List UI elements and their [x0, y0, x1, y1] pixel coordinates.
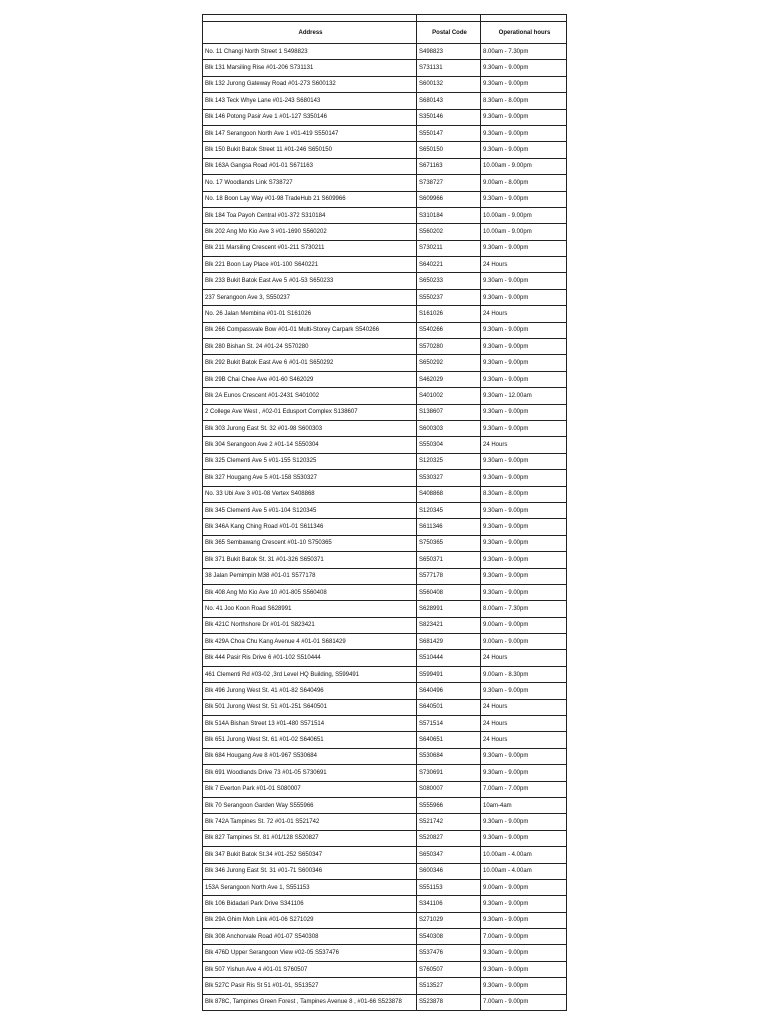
address-cell: Blk 147 Serangoon North Ave 1 #01-419 S550147 [203, 125, 417, 141]
postal-code-cell: S750365 [417, 535, 481, 551]
postal-code-cell: S341106 [417, 896, 481, 912]
table-row [203, 945, 567, 961]
table-row [203, 896, 567, 912]
table-row [203, 994, 567, 1010]
hours-cell: 24 Hours [481, 699, 567, 715]
address-cell: Blk 347 Bukit Batok St.34 #01-252 S650347 [203, 847, 417, 863]
address-cell: Blk 163A Gangsa Road #01-01 S671163 [203, 158, 417, 174]
postal-code-cell: S350146 [417, 109, 481, 125]
address-cell: Blk 131 Marsiling Rise #01-206 S731131 [203, 60, 417, 76]
blank-cell [481, 15, 567, 22]
address-cell: Blk 684 Hougang Ave 8 #01-967 S530684 [203, 748, 417, 764]
address-cell: No. 33 Ubi Ave 3 #01-08 Vertex S408868 [203, 486, 417, 502]
postal-code-cell: S650347 [417, 847, 481, 863]
postal-code-cell: S570280 [417, 339, 481, 355]
hours-cell: 9.30am - 9.00pm [481, 502, 567, 518]
table-row [203, 929, 567, 945]
address-cell: Blk 266 Compassvale Bow #01-01 Multi-Storey Carpark S540266 [203, 322, 417, 338]
table-row [203, 470, 567, 486]
hours-cell: 9.30am - 9.00pm [481, 765, 567, 781]
table-row [203, 60, 567, 76]
hours-cell: 24 Hours [481, 257, 567, 273]
table-row [203, 699, 567, 715]
postal-code-cell: S681429 [417, 634, 481, 650]
address-cell: Blk 202 Ang Mo Kio Ave 3 #01-1690 S560202 [203, 224, 417, 240]
postal-code-cell: S523878 [417, 994, 481, 1010]
postal-code-cell: S540308 [417, 929, 481, 945]
address-cell: Blk 346A Kang Ching Road #01-01 S611346 [203, 519, 417, 535]
header-operational-hours: Operational hours [481, 22, 567, 44]
address-cell: Blk 211 Marsiling Crescent #01-211 S730211 [203, 240, 417, 256]
table-row [203, 44, 567, 60]
postal-code-cell: S551153 [417, 879, 481, 895]
address-cell: Blk 507 Yishun Ave 4 #01-01 S760507 [203, 961, 417, 977]
table-row [203, 191, 567, 207]
table-row [203, 109, 567, 125]
address-cell: Blk 2A Eunos Crescent #01-2431 S401002 [203, 388, 417, 404]
postal-code-cell: S408868 [417, 486, 481, 502]
header-row [203, 22, 567, 44]
address-cell: Blk 150 Bukit Batok Street 11 #01-246 S650150 [203, 142, 417, 158]
table-row [203, 535, 567, 551]
hours-cell: 24 Hours [481, 437, 567, 453]
hours-cell: 8.30am - 8.00pm [481, 93, 567, 109]
address-cell: Blk 308 Anchorvale Road #01-07 S540308 [203, 929, 417, 945]
address-cell: No. 18 Boon Lay Way #01-98 TradeHub 21 S609966 [203, 191, 417, 207]
hours-cell: 10.00am - 9.00pm [481, 207, 567, 223]
hours-cell: 7.00am - 7.00pm [481, 781, 567, 797]
hours-cell: 9.30am - 9.00pm [481, 683, 567, 699]
address-cell: 153A Serangoon North Ave 1, S551153 [203, 879, 417, 895]
postal-code-cell: S731131 [417, 60, 481, 76]
address-cell: Blk 184 Toa Payoh Central #01-372 S310184 [203, 207, 417, 223]
address-cell: Blk 691 Woodlands Drive 73 #01-05 S730691 [203, 765, 417, 781]
address-cell: Blk 325 Clementi Ave 5 #01-155 S120325 [203, 453, 417, 469]
postal-code-cell: S599491 [417, 666, 481, 682]
address-cell: Blk 651 Jurong West St. 61 #01-02 S640651 [203, 732, 417, 748]
hours-cell: 9.30am - 9.00pm [481, 404, 567, 420]
address-cell: Blk 501 Jurong West St. 51 #01-251 S640501 [203, 699, 417, 715]
hours-cell: 9.00am - 9.00pm [481, 617, 567, 633]
hours-cell: 9.30am - 9.00pm [481, 552, 567, 568]
address-cell: No. 11 Changi North Street 1 S498823 [203, 44, 417, 60]
hours-cell: 9.30am - 9.00pm [481, 568, 567, 584]
blank-cell [203, 15, 417, 22]
hours-cell: 9.30am - 9.00pm [481, 289, 567, 305]
postal-code-cell: S120325 [417, 453, 481, 469]
table-row [203, 863, 567, 879]
hours-cell: 10.00am - 9.00pm [481, 224, 567, 240]
table-row [203, 748, 567, 764]
address-cell: Blk 444 Pasir Ris Drive 6 #01-102 S510444 [203, 650, 417, 666]
postal-code-cell: S640651 [417, 732, 481, 748]
postal-code-cell: S161026 [417, 306, 481, 322]
postal-code-cell: S560202 [417, 224, 481, 240]
address-cell: Blk 421C Northshore Dr #01-01 S823421 [203, 617, 417, 633]
table-row [203, 76, 567, 92]
table-row [203, 240, 567, 256]
table-row [203, 765, 567, 781]
table-row [203, 617, 567, 633]
table-row [203, 568, 567, 584]
postal-code-cell: S730211 [417, 240, 481, 256]
postal-code-cell: S530684 [417, 748, 481, 764]
address-cell: Blk 304 Serangoon Ave 2 #01-14 S550304 [203, 437, 417, 453]
outlet-table [202, 14, 567, 1011]
table-row [203, 306, 567, 322]
hours-cell: 10.00am - 9.00pm [481, 158, 567, 174]
postal-code-cell: S537476 [417, 945, 481, 961]
table-row [203, 453, 567, 469]
hours-cell: 8.00am - 7.30pm [481, 601, 567, 617]
hours-cell: 9.30am - 9.00pm [481, 240, 567, 256]
address-cell: No. 41 Joo Koon Road S628991 [203, 601, 417, 617]
table-row [203, 355, 567, 371]
address-cell: Blk 132 Jurong Gateway Road #01-273 S600132 [203, 76, 417, 92]
address-cell: Blk 408 Ang Mo Kio Ave 10 #01-805 S560408 [203, 584, 417, 600]
hours-cell: 9.30am - 9.00pm [481, 125, 567, 141]
postal-code-cell: S600132 [417, 76, 481, 92]
postal-code-cell: S823421 [417, 617, 481, 633]
address-cell: 38 Jalan Pemimpin M38 #01-01 S577178 [203, 568, 417, 584]
table-row [203, 797, 567, 813]
address-cell: Blk 221 Boon Lay Place #01-100 S640221 [203, 257, 417, 273]
hours-cell: 9.00am - 8.30pm [481, 666, 567, 682]
table-row [203, 420, 567, 436]
address-cell: Blk 327 Hougang Ave 5 #01-158 S530327 [203, 470, 417, 486]
address-cell: Blk 29B Chai Chee Ave #01-60 S462029 [203, 371, 417, 387]
address-cell: Blk 742A Tampines St. 72 #01-01 S521742 [203, 814, 417, 830]
hours-cell: 9.30am - 9.00pm [481, 371, 567, 387]
hours-cell: 9.00am - 9.00pm [481, 634, 567, 650]
postal-code-cell: S310184 [417, 207, 481, 223]
hours-cell: 24 Hours [481, 716, 567, 732]
postal-code-cell: S138607 [417, 404, 481, 420]
hours-cell: 9.30am - 9.00pm [481, 748, 567, 764]
address-cell: 2 College Ave West , #02-01 Edusport Complex S138607 [203, 404, 417, 420]
table-row [203, 961, 567, 977]
postal-code-cell: S560408 [417, 584, 481, 600]
hours-cell: 7.00am - 9.00pm [481, 929, 567, 945]
hours-cell: 10.00am - 4.00am [481, 863, 567, 879]
address-cell: Blk 429A Choa Chu Kang Avenue 4 #01-01 S681429 [203, 634, 417, 650]
header-postal-code: Postal Code [417, 22, 481, 44]
table-row [203, 388, 567, 404]
blank-cell [417, 15, 481, 22]
postal-code-cell: S520827 [417, 830, 481, 846]
table-row [203, 552, 567, 568]
postal-code-cell: S600303 [417, 420, 481, 436]
postal-code-cell: S577178 [417, 568, 481, 584]
address-cell: Blk 345 Clementi Ave 5 #01-104 S120345 [203, 502, 417, 518]
table-row [203, 371, 567, 387]
table-row [203, 634, 567, 650]
table-row [203, 142, 567, 158]
hours-cell: 9.30am - 9.00pm [481, 978, 567, 994]
postal-code-cell: S513527 [417, 978, 481, 994]
table-row [203, 601, 567, 617]
table-row [203, 978, 567, 994]
postal-code-cell: S555966 [417, 797, 481, 813]
hours-cell: 9.30am - 9.00pm [481, 896, 567, 912]
table-row [203, 830, 567, 846]
table-row [203, 404, 567, 420]
postal-code-cell: S671163 [417, 158, 481, 174]
hours-cell: 9.30am - 9.00pm [481, 60, 567, 76]
postal-code-cell: S730691 [417, 765, 481, 781]
hours-cell: 9.30am - 9.00pm [481, 912, 567, 928]
postal-code-cell: S628991 [417, 601, 481, 617]
postal-code-cell: S760507 [417, 961, 481, 977]
hours-cell: 9.30am - 9.00pm [481, 830, 567, 846]
hours-cell: 9.30am - 9.00pm [481, 142, 567, 158]
address-cell: Blk 7 Everton Park #01-01 S080007 [203, 781, 417, 797]
hours-cell: 9.30am - 9.00pm [481, 322, 567, 338]
table-row [203, 847, 567, 863]
postal-code-cell: S609966 [417, 191, 481, 207]
postal-code-cell: S640501 [417, 699, 481, 715]
address-cell: Blk 292 Bukit Batok East Ave 6 #01-01 S650292 [203, 355, 417, 371]
postal-code-cell: S571514 [417, 716, 481, 732]
hours-cell: 9.30am - 9.00pm [481, 339, 567, 355]
table-row [203, 683, 567, 699]
postal-code-cell: S521742 [417, 814, 481, 830]
address-cell: Blk 527C Pasir Ris St 51 #01-01, S513527 [203, 978, 417, 994]
hours-cell: 9.30am - 9.00pm [481, 945, 567, 961]
table-row [203, 273, 567, 289]
table-row [203, 732, 567, 748]
postal-code-cell: S510444 [417, 650, 481, 666]
table-row [203, 879, 567, 895]
hours-cell: 9.00am - 9.00pm [481, 879, 567, 895]
hours-cell: 24 Hours [481, 732, 567, 748]
hours-cell: 7.00am - 9.00pm [481, 994, 567, 1010]
hours-cell: 9.30am - 9.00pm [481, 814, 567, 830]
table-row [203, 437, 567, 453]
table-row [203, 502, 567, 518]
hours-cell: 9.30am - 9.00pm [481, 961, 567, 977]
hours-cell: 8.00am - 7.30pm [481, 44, 567, 60]
postal-code-cell: S462029 [417, 371, 481, 387]
hours-cell: 9.00am - 8.00pm [481, 175, 567, 191]
postal-code-cell: S738727 [417, 175, 481, 191]
header-address: Address [203, 22, 417, 44]
table-row [203, 175, 567, 191]
hours-cell: 9.30am - 9.00pm [481, 355, 567, 371]
address-cell: Blk 878C, Tampines Green Forest , Tampines Avenue 8 , #01-66 S523878 [203, 994, 417, 1010]
address-cell: Blk 143 Teck Whye Lane #01-243 S680143 [203, 93, 417, 109]
table-row [203, 814, 567, 830]
postal-code-cell: S680143 [417, 93, 481, 109]
hours-cell: 9.30am - 9.00pm [481, 109, 567, 125]
table-row [203, 519, 567, 535]
hours-cell: 9.30am - 9.00pm [481, 453, 567, 469]
postal-code-cell: S530327 [417, 470, 481, 486]
address-cell: Blk 29A Ghim Moh Link #01-06 S271029 [203, 912, 417, 928]
address-cell: No. 26 Jalan Membina #01-01 S161026 [203, 306, 417, 322]
hours-cell: 24 Hours [481, 306, 567, 322]
postal-code-cell: S650150 [417, 142, 481, 158]
postal-code-cell: S650371 [417, 552, 481, 568]
table-row [203, 486, 567, 502]
postal-code-cell: S640496 [417, 683, 481, 699]
table-row [203, 93, 567, 109]
postal-code-cell: S611346 [417, 519, 481, 535]
postal-code-cell: S600346 [417, 863, 481, 879]
address-cell: Blk 106 Bidadari Park Drive S341106 [203, 896, 417, 912]
hours-cell: 10am-4am [481, 797, 567, 813]
address-cell: Blk 827 Tampines St. 81 #01/128 S520827 [203, 830, 417, 846]
table-row [203, 224, 567, 240]
postal-code-cell: S271029 [417, 912, 481, 928]
hours-cell: 10.00am - 4.00am [481, 847, 567, 863]
postal-code-cell: S650292 [417, 355, 481, 371]
hours-cell: 9.30am - 9.00pm [481, 76, 567, 92]
address-cell: Blk 476D Upper Serangoon View #02-05 S537476 [203, 945, 417, 961]
address-cell: Blk 233 Bukit Batok East Ave 5 #01-53 S650233 [203, 273, 417, 289]
address-cell: 461 Clementi Rd #03-02 ,3rd Level HQ Building, S599491 [203, 666, 417, 682]
address-cell: Blk 146 Potong Pasir Ave 1 #01-127 S350146 [203, 109, 417, 125]
table-row [203, 781, 567, 797]
postal-code-cell: S401002 [417, 388, 481, 404]
hours-cell: 8.30am - 8.00pm [481, 486, 567, 502]
address-cell: Blk 496 Jurong West St. 41 #01-82 S640496 [203, 683, 417, 699]
address-cell: Blk 514A Bishan Street 13 #01-480 S571514 [203, 716, 417, 732]
table-row [203, 125, 567, 141]
address-cell: Blk 280 Bishan St. 24 #01-24 S570280 [203, 339, 417, 355]
table-body [203, 44, 567, 1011]
address-cell: 237 Serangoon Ave 3, S550237 [203, 289, 417, 305]
postal-code-cell: S650233 [417, 273, 481, 289]
hours-cell: 9.30am - 9.00pm [481, 273, 567, 289]
table-row [203, 257, 567, 273]
hours-cell: 9.30am - 9.00pm [481, 191, 567, 207]
hours-cell: 9.30am - 9.00pm [481, 519, 567, 535]
address-cell: No. 17 Woodlands Link S738727 [203, 175, 417, 191]
table-row [203, 716, 567, 732]
table-row [203, 207, 567, 223]
postal-code-cell: S550304 [417, 437, 481, 453]
postal-code-cell: S550237 [417, 289, 481, 305]
hours-cell: 9.30am - 9.00pm [481, 535, 567, 551]
table-row [203, 339, 567, 355]
blank-top-row [203, 15, 567, 22]
table-row [203, 666, 567, 682]
address-cell: Blk 346 Jurong East St. 31 #01-71 S600346 [203, 863, 417, 879]
postal-code-cell: S550147 [417, 125, 481, 141]
hours-cell: 9.30am - 9.00pm [481, 420, 567, 436]
hours-cell: 9.30am - 9.00pm [481, 584, 567, 600]
address-cell: Blk 303 Jurong East St. 32 #01-98 S600303 [203, 420, 417, 436]
table-row [203, 158, 567, 174]
address-cell: Blk 365 Sembawang Crescent #01-10 S750365 [203, 535, 417, 551]
postal-code-cell: S540266 [417, 322, 481, 338]
postal-code-cell: S080007 [417, 781, 481, 797]
address-cell: Blk 70 Serangoon Garden Way S555966 [203, 797, 417, 813]
postal-code-cell: S120345 [417, 502, 481, 518]
table-row [203, 584, 567, 600]
postal-code-cell: S498823 [417, 44, 481, 60]
table-row [203, 322, 567, 338]
table-row [203, 912, 567, 928]
address-cell: Blk 371 Bukit Batok St. 31 #01-326 S650371 [203, 552, 417, 568]
hours-cell: 9.30am - 9.00pm [481, 470, 567, 486]
postal-code-cell: S640221 [417, 257, 481, 273]
table-row [203, 650, 567, 666]
hours-cell: 24 Hours [481, 650, 567, 666]
hours-cell: 9.30am - 12.00am [481, 388, 567, 404]
table-row [203, 289, 567, 305]
